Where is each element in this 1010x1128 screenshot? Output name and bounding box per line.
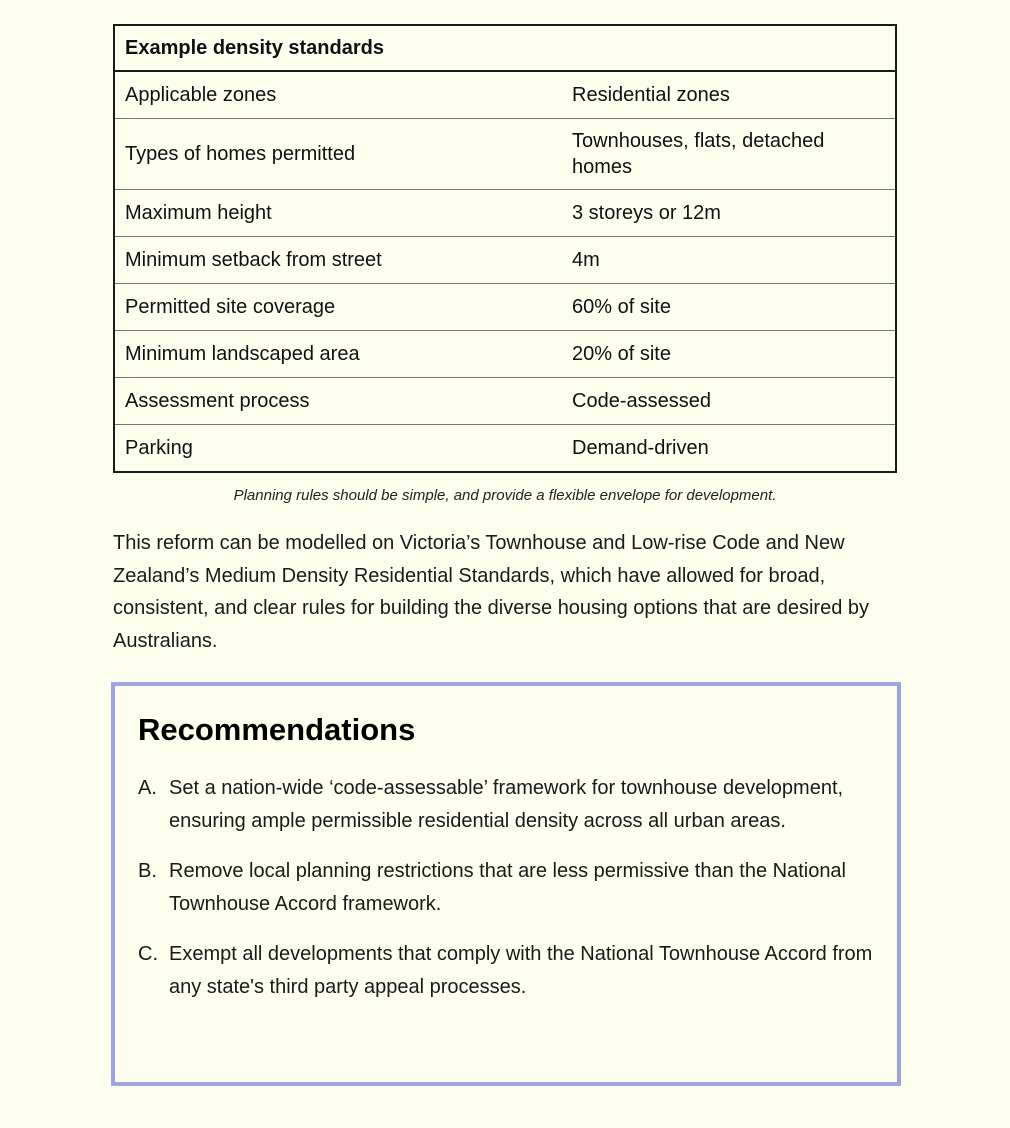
- table-title: Example density standards: [114, 25, 896, 71]
- table-row: [114, 190, 896, 237]
- list-marker: C.: [138, 943, 158, 965]
- recommendation-item: [138, 855, 878, 920]
- row-value: 3 storeys or 12m: [562, 190, 896, 237]
- recommendation-text: Remove local planning restrictions that are less permissive than the National Townhouse Accord framework.: [169, 860, 847, 915]
- table-header-row: [114, 25, 896, 71]
- recommendation-item: [138, 938, 878, 1003]
- density-standards-table: [113, 24, 897, 473]
- recommendation-item: [138, 772, 878, 837]
- row-value: Demand-driven: [562, 425, 896, 473]
- list-marker: B.: [138, 860, 157, 882]
- row-value: Townhouses, flats, detached homes: [562, 119, 896, 190]
- row-label: Applicable zones: [114, 71, 562, 119]
- recommendations-list: [138, 772, 878, 1021]
- row-label: Assessment process: [114, 378, 562, 425]
- row-value: 20% of site: [562, 331, 896, 378]
- density-standards-table-wrap: [113, 24, 897, 473]
- recommendation-text: Set a nation-wide ‘code-assessable’ framework for townhouse development, ensuring ample permissible residential density across all urban areas.: [169, 777, 844, 832]
- recommendation-text: Exempt all developments that comply with the National Townhouse Accord from any state's third party appeal processes.: [169, 943, 873, 998]
- table-row: [114, 119, 896, 190]
- table-caption: Planning rules should be simple, and provide a flexible envelope for development.: [233, 487, 777, 504]
- row-value: 4m: [562, 237, 896, 284]
- row-value: 60% of site: [562, 284, 896, 331]
- table-row: [114, 425, 896, 473]
- row-label: Parking: [114, 425, 562, 473]
- recommendations-title: Recommendations: [138, 712, 416, 747]
- row-label: Maximum height: [114, 190, 562, 237]
- body-paragraph: This reform can be modelled on Victoria’s Townhouse and Low-rise Code and New Zealand’s Medium Density Residential Standards, which have allowed for broad, consistent, and clear rules for building the diverse housing options that are desired by Australians.: [113, 532, 870, 652]
- row-value: Residential zones: [562, 71, 896, 119]
- table-row: [114, 378, 896, 425]
- table-row: [114, 284, 896, 331]
- table-row: [114, 331, 896, 378]
- row-value: Code-assessed: [562, 378, 896, 425]
- row-label: Minimum setback from street: [114, 237, 562, 284]
- recommendations-box: [111, 682, 901, 1086]
- row-label: Minimum landscaped area: [114, 331, 562, 378]
- list-marker: A.: [138, 777, 157, 799]
- row-label: Types of homes permitted: [114, 119, 562, 190]
- table-row: [114, 71, 896, 119]
- table-row: [114, 237, 896, 284]
- row-label: Permitted site coverage: [114, 284, 562, 331]
